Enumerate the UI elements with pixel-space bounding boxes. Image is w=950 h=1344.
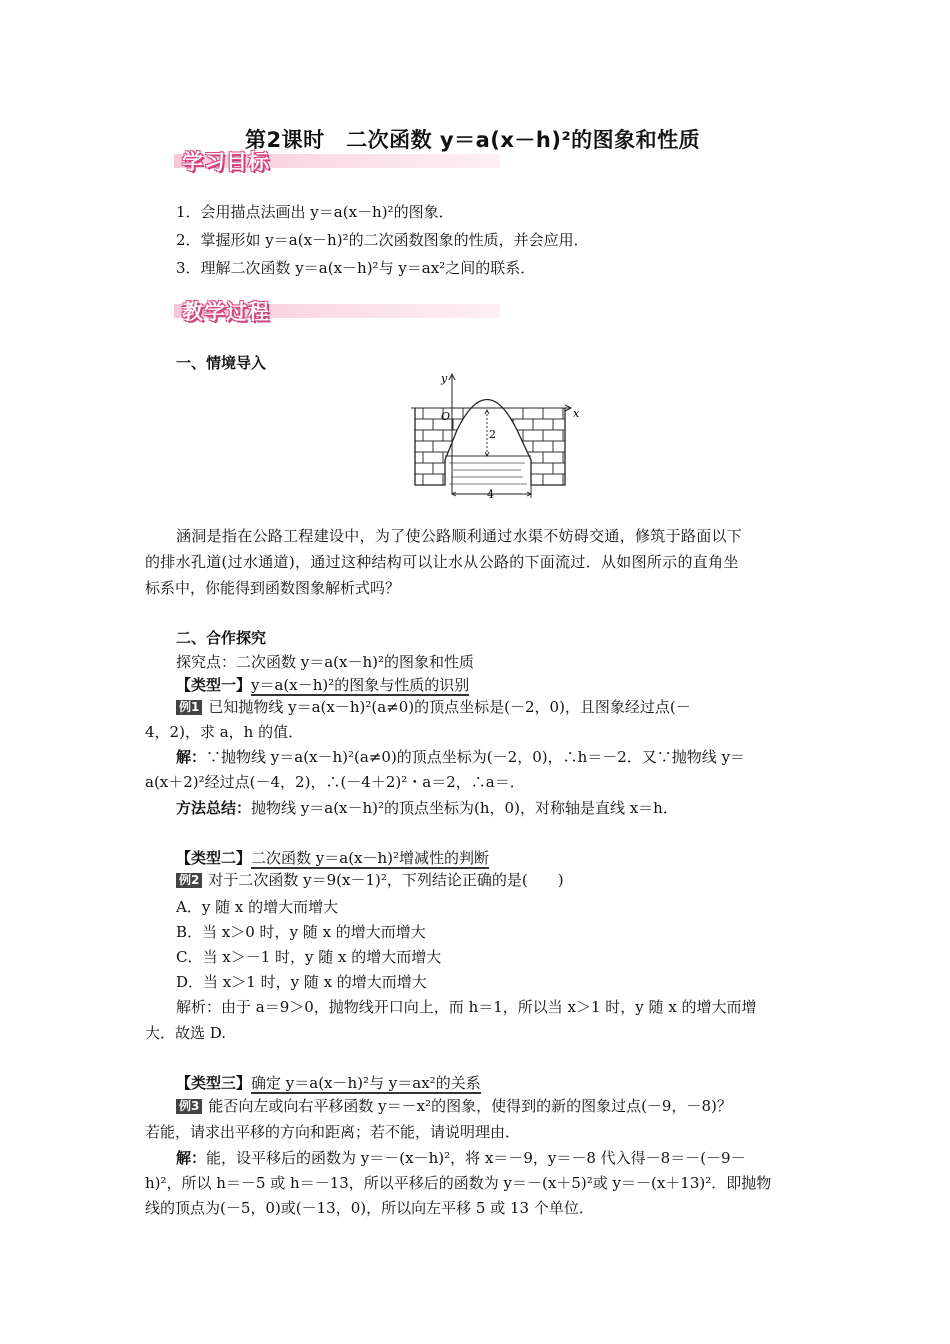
process-banner xyxy=(174,298,500,324)
goal-2: 2．掌握形如 y＝a(x－h)²的二次函数图象的性质，并会应用． xyxy=(176,231,589,249)
goals-banner-label: 学习目标 xyxy=(182,150,270,174)
figure-width-label: 4 xyxy=(487,488,494,501)
ex1-text-1: 已知抛物线 y＝a(x－h)²(a≠0)的顶点坐标是(－2，0)，且图象经过点(－ xyxy=(208,698,691,716)
ex3-solution-text-1: 能，设平移后的函数为 y＝－(x－h)²，将 x＝－9，y＝－8 代入得－8＝－(－9－ xyxy=(206,1149,746,1167)
intro-line-2: 的排水孔道(过水通道)，通过这种结构可以让水从公路的下面流过．从如图所示的直角坐 xyxy=(145,553,739,571)
ex3-solution-3: 线的顶点为(－5，0)或(－13，0)，所以向左平移 5 或 13 个单位． xyxy=(145,1199,594,1217)
type1-heading xyxy=(176,675,469,695)
ex2-analysis-1: 解析：由于 a＝9＞0，抛物线开口向上，而 h＝1，所以当 x＞1 时，y 随 x 的增大而增 xyxy=(176,998,757,1016)
ex1-solution-label: 解： xyxy=(176,748,207,766)
type1-tag: 【类型一】 xyxy=(176,676,252,694)
ex1-line-2: 4，2)，求 a，h 的值． xyxy=(145,723,304,741)
example-3-badge: 例3 xyxy=(176,1099,202,1114)
method-summary-label: 方法总结： xyxy=(176,799,252,817)
ex3-line-1 xyxy=(176,1096,732,1116)
culvert-figure xyxy=(405,370,585,510)
type1-label: y＝a(x－h)²的图象与性质的识别 xyxy=(251,676,470,694)
ex2-option-c: C．当 x＞－1 时，y 随 x 的增大而增大 xyxy=(176,948,442,966)
goals-banner xyxy=(174,148,500,174)
process-banner-label: 教学过程 xyxy=(182,300,270,324)
ex1-solution-text-1: ∵抛物线 y＝a(x－h)²(a≠0)的顶点坐标为(－2，0)，∴h＝－2．又∵抛物线 y＝ xyxy=(206,748,746,766)
ex3-solution-label: 解： xyxy=(176,1149,207,1167)
ex2-analysis-2: 大．故选 D. xyxy=(145,1024,227,1042)
goal-3: 3．理解二次函数 y＝a(x－h)²与 y＝ax²之间的联系． xyxy=(176,259,536,277)
type3-tag: 【类型三】 xyxy=(176,1074,252,1092)
ex2-option-d: D．当 x＞1 时，y 随 x 的增大而增大 xyxy=(176,973,427,991)
figure-x-label: x xyxy=(573,407,580,420)
explore-point: 探究点：二次函数 y＝a(x－h)²的图象和性质 xyxy=(176,653,475,671)
ex3-text-1: 能否向左或向右平移函数 y＝－x²的图象，使得到的新的图象过点(－9，－8)？ xyxy=(208,1097,732,1115)
figure-y-label: y xyxy=(441,372,448,385)
example-2-badge: 例2 xyxy=(176,873,202,888)
ex1-solution-1 xyxy=(176,747,745,767)
type3-label: 确定 y＝a(x－h)²与 y＝ax²的关系 xyxy=(251,1074,481,1092)
ex2-option-b: B．当 x＞0 时，y 随 x 的增大而增大 xyxy=(176,923,426,941)
section-heading-intro: 一、情境导入 xyxy=(176,354,267,372)
ex3-solution-2: h)²，所以 h＝－5 或 h＝－13，所以平移后的函数为 y＝－(x＋5)²或 y＝－(x＋13)²．即抛物 xyxy=(145,1174,772,1192)
figure-origin-label: O xyxy=(441,410,451,423)
section-heading-explore: 二、合作探究 xyxy=(176,629,267,647)
page-title: 第2课时 二次函数 y＝a(x－h)²的图象和性质 xyxy=(245,128,701,152)
goal-1: 1．会用描点法画出 y＝a(x－h)²的图象． xyxy=(176,203,454,221)
type2-heading xyxy=(176,848,489,868)
ex1-method xyxy=(176,798,678,818)
example-1-badge: 例1 xyxy=(176,700,202,715)
ex1-solution-2: a(x＋2)²经过点(－4，2)，∴(－4＋2)²・a＝2，∴a＝． xyxy=(145,773,525,791)
type2-tag: 【类型二】 xyxy=(176,849,252,867)
intro-line-1: 涵洞是指在公路工程建设中，为了使公路顺利通过水渠不妨碍交通，修筑于路面以下 xyxy=(176,527,743,545)
ex2-stem xyxy=(176,870,564,890)
figure-height-label: 2 xyxy=(489,428,496,441)
ex3-solution-1 xyxy=(176,1148,746,1168)
ex1-line-1 xyxy=(176,697,691,717)
ex2-option-a: A．y 随 x 的增大而增大 xyxy=(176,898,339,916)
type2-label: 二次函数 y＝a(x－h)²增减性的判断 xyxy=(251,849,490,867)
method-summary-text: 抛物线 y＝a(x－h)²的顶点坐标为(h，0)，对称轴是直线 x＝h． xyxy=(251,799,678,817)
type3-heading xyxy=(176,1073,481,1093)
ex3-line-2: 若能，请求出平移的方向和距离；若不能，请说明理由． xyxy=(145,1123,521,1141)
ex2-stem-text: 对于二次函数 y＝9(x－1)²，下列结论正确的是( ) xyxy=(208,871,564,889)
intro-line-3: 标系中，你能得到函数图象解析式吗？ xyxy=(145,579,401,597)
